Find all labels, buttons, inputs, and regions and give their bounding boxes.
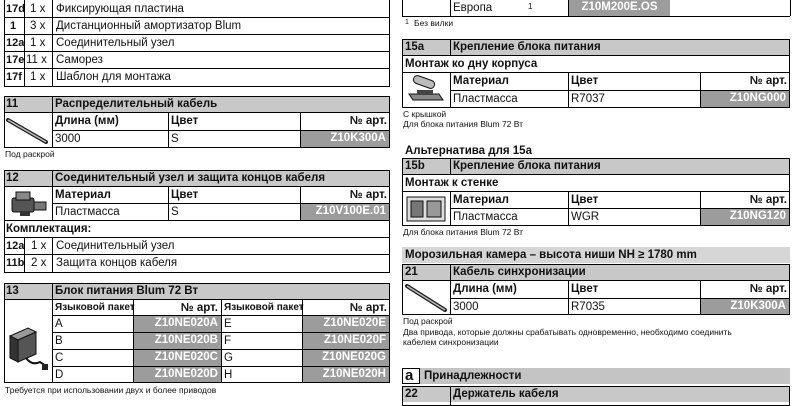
list-label: Дистанционный амортизатор Blum bbox=[56, 20, 242, 32]
article-number: Z10NG000 bbox=[701, 91, 789, 107]
column-header: Цвет bbox=[171, 115, 199, 127]
column-header: № арт. bbox=[180, 302, 218, 314]
cell-value: Европа bbox=[453, 2, 493, 14]
article-number: Z10NE020B bbox=[134, 333, 221, 349]
column-header: № арт. bbox=[749, 194, 787, 206]
column-header: Длина (мм) bbox=[55, 115, 119, 127]
article-number: Z10NE020A bbox=[134, 316, 221, 332]
column-header: Цвет bbox=[571, 75, 599, 87]
note: Требуется при использовании двух и более приводов bbox=[5, 385, 217, 395]
list-qty: 2 x bbox=[31, 257, 47, 269]
list-label: Соединительный узел bbox=[56, 240, 175, 252]
power-supply-icon bbox=[6, 322, 50, 374]
cell-value: 3000 bbox=[55, 133, 81, 145]
article-number: Z10V100E.01 bbox=[301, 204, 389, 220]
note: С крышкой bbox=[403, 109, 447, 119]
cable-icon bbox=[6, 114, 50, 146]
article-number: Z10K300A bbox=[301, 131, 389, 147]
bracket-bottom-icon bbox=[405, 74, 447, 106]
column-header: № арт. bbox=[349, 302, 387, 314]
list-qty: 1 x bbox=[30, 3, 46, 15]
list-qty: 11 x bbox=[26, 54, 47, 66]
article-number: Z10NE020F bbox=[303, 333, 389, 349]
note: Для блока питания Blum 72 Вт bbox=[403, 119, 524, 129]
article-number: Z10NE020E bbox=[303, 316, 389, 332]
section-number: 22 bbox=[405, 388, 418, 400]
sync-cable-icon bbox=[405, 282, 449, 314]
article-number: Z10NE020C bbox=[134, 350, 221, 366]
section-number: 15b bbox=[405, 160, 425, 172]
section-number: 21 bbox=[405, 266, 418, 278]
section-number: 12 bbox=[6, 172, 19, 184]
section-subtitle: Монтаж ко дну корпуса bbox=[405, 58, 538, 70]
section-subtitle: Монтаж к стенке bbox=[405, 177, 499, 189]
column-header: Материал bbox=[453, 194, 509, 206]
accessories-letter: a bbox=[405, 367, 414, 384]
alt-heading: Альтернатива для 15а bbox=[405, 145, 532, 157]
cell-value: Пластмасса bbox=[55, 206, 120, 218]
section-number: 15a bbox=[405, 41, 425, 53]
column-header: № арт. bbox=[349, 115, 387, 127]
lang-key: E bbox=[224, 318, 232, 330]
list-code: 12a bbox=[6, 240, 25, 252]
section-title: Крепление блока питания bbox=[453, 160, 601, 172]
lang-key: G bbox=[224, 352, 233, 364]
footnote-marker: 1 bbox=[405, 19, 409, 26]
column-header: Цвет bbox=[171, 189, 199, 201]
list-code: 1 bbox=[10, 20, 17, 32]
footnote-marker: 1 bbox=[528, 2, 533, 11]
article-number: Z10NE020D bbox=[134, 367, 221, 382]
column-header: Материал bbox=[453, 75, 509, 87]
list-code: 17d bbox=[6, 3, 25, 15]
freezer-heading: Морозильная камера – высота ниши NH ≥ 1780 mm bbox=[405, 249, 697, 261]
column-header: Языковой пакет bbox=[224, 302, 304, 313]
accessories-heading: Принадлежности bbox=[424, 370, 522, 382]
list-label: Саморез bbox=[56, 54, 103, 66]
lang-key: D bbox=[55, 369, 64, 381]
cell-value: Пластмасса bbox=[453, 211, 518, 223]
article-number: Z10NE020G bbox=[303, 350, 389, 366]
lang-key: A bbox=[55, 318, 63, 330]
column-header: № арт. bbox=[749, 283, 787, 295]
section-title: Крепление блока питания bbox=[453, 41, 601, 53]
list-code: 17e bbox=[6, 54, 25, 66]
list-qty: 1 x bbox=[30, 37, 46, 49]
article-number: Z10NG120 bbox=[701, 209, 789, 225]
lang-key: H bbox=[224, 369, 233, 381]
column-header: Цвет bbox=[571, 283, 599, 295]
section-title: Блок питания Blum 72 Вт bbox=[55, 285, 199, 297]
section-number: 11 bbox=[6, 98, 19, 110]
list-code: 17f bbox=[6, 71, 22, 83]
note: Для блока питания Blum 72 Вт bbox=[403, 227, 524, 237]
list-label: Защита концов кабеля bbox=[56, 257, 178, 269]
note: Под раскрой bbox=[5, 149, 55, 159]
article-number: Z10NE020H bbox=[303, 367, 389, 382]
cell-value: Пластмасса bbox=[453, 93, 518, 105]
list-code: 11b bbox=[6, 257, 25, 269]
connector-icon bbox=[8, 188, 50, 218]
section-title: Держатель кабеля bbox=[453, 388, 559, 400]
list-code: 12a bbox=[6, 37, 25, 49]
column-header: Материал bbox=[55, 189, 111, 201]
article-number: Z10K300A bbox=[701, 299, 789, 314]
bracket-wall-icon bbox=[405, 193, 447, 225]
article-number: Z10M200E.OS bbox=[569, 0, 670, 16]
section-number: 13 bbox=[6, 285, 19, 297]
lang-key: C bbox=[55, 352, 64, 364]
lang-key: B bbox=[55, 335, 63, 347]
note: Под раскрой bbox=[403, 316, 453, 326]
list-label: Фиксирующая пластина bbox=[56, 3, 184, 15]
section-title: Распределительный кабель bbox=[55, 98, 218, 110]
cell-value: S bbox=[171, 206, 179, 218]
list-qty: 1 x bbox=[30, 71, 46, 83]
column-header: Длина (мм) bbox=[453, 283, 517, 295]
cell-value: WGR bbox=[571, 211, 600, 223]
note: Без вилки bbox=[414, 18, 454, 28]
column-header: Цвет bbox=[571, 194, 599, 206]
section-title: Кабель синхронизации bbox=[453, 266, 586, 278]
list-qty: 3 x bbox=[30, 20, 46, 32]
lang-key: F bbox=[224, 335, 232, 347]
list-label: Шаблон для монтажа bbox=[56, 71, 171, 83]
list-qty: 1 x bbox=[31, 240, 47, 252]
column-header: № арт. bbox=[349, 189, 387, 201]
list-label: Соединительный узел bbox=[56, 37, 175, 49]
column-header: Языковой пакет bbox=[55, 302, 135, 313]
kit-label: Комплектация: bbox=[6, 223, 92, 235]
note: кабелем синхронизации bbox=[403, 337, 499, 347]
note: Два привода, которые должны срабатывать одновременно, необходимо соединить bbox=[403, 327, 732, 337]
section-title: Соединительный узел и защита концов кабеля bbox=[55, 172, 326, 184]
cell-value: 3000 bbox=[453, 301, 479, 313]
column-header: № арт. bbox=[749, 75, 787, 87]
cell-value: R7037 bbox=[571, 93, 605, 105]
cell-value: R7035 bbox=[571, 301, 605, 313]
cell-value: S bbox=[171, 133, 179, 145]
